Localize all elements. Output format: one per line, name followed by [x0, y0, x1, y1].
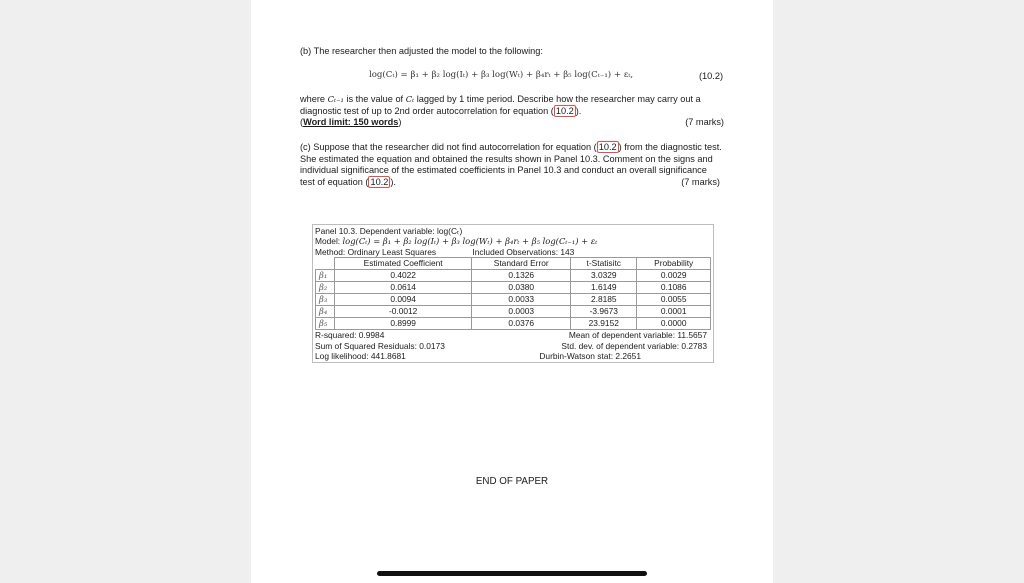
part-c-text-2: from the diagnostic test. She estimated the equation and obtained the results shown in Panel 10.3. Comment on the signs and individual significance of the estimated coefficients in Panel 10.3 and conduct an overall significance test of equation	[300, 142, 722, 187]
std-error-cell: 0.0376	[472, 318, 571, 330]
word-limit: Word limit: 150 words	[303, 117, 399, 128]
stats-row-2	[315, 341, 711, 351]
equation-number: (10.2)	[699, 71, 724, 81]
coefficient-cell: 0.0614	[335, 282, 472, 294]
t-stat-cell: 2.8185	[571, 294, 637, 306]
observations: Included Observations: 143	[472, 246, 575, 257]
probability-cell: 0.0000	[637, 318, 711, 330]
coefficient-cell: 0.4022	[335, 270, 472, 282]
equation-ref-link[interactable]: 10.2	[598, 142, 617, 152]
column-header: t-Statisitc	[571, 258, 637, 270]
table-corner	[316, 258, 335, 270]
equation-10-2: log(Cₜ) = β₁ + β₂ log(Iₜ) + β₃ log(Wₜ) + β₄rₜ + β₅ log(Cₜ₋₁) + εₜ,	[369, 70, 634, 80]
coefficient-cell: 0.0094	[335, 294, 472, 306]
t-stat-cell: -3.9673	[571, 306, 637, 318]
part-c-text-1: (c) Suppose that the researcher did not find autocorrelation for equation	[300, 142, 592, 152]
beta-label: β₃	[316, 294, 335, 306]
home-indicator[interactable]	[377, 571, 647, 576]
part-b-marks: (7 marks)	[685, 117, 724, 128]
equation-ref-link[interactable]: 10.2	[555, 105, 574, 116]
column-header: Standard Error	[472, 258, 571, 270]
table-row	[316, 270, 711, 282]
probability-cell: 0.0001	[637, 306, 711, 318]
where-word: where	[300, 94, 326, 104]
t-stat-cell: 23.9152	[571, 318, 637, 330]
document-page	[251, 0, 773, 583]
lag-symbol: Cₜ₋₁	[327, 94, 344, 104]
stats-row-3	[315, 351, 711, 361]
r-squared: R-squared: 0.9984	[315, 330, 385, 341]
std-error-cell: 0.0033	[472, 294, 571, 306]
std-error-cell: 0.1326	[472, 270, 571, 282]
part-b-question: where Cₜ₋₁ is the value of Cₜ lagged by 1 time period. Describe how the researcher may carry out a diagnostic test of up to 2nd order autocorrelation for equation ( 10.2 ). (Word limit: 150 words) (7 marks)	[300, 94, 724, 128]
part-b-intro: (b) The researcher then adjusted the model to the following:	[300, 46, 543, 56]
model-equation: log(Cₜ) = β₁ + β₂ log(Iₜ) + β₃ log(Wₜ) + β₄rₜ + β₅ log(Cₜ₋₁) + εₜ	[342, 236, 598, 247]
method: Method: Ordinary Least Squares	[315, 246, 437, 257]
beta-label: β₁	[316, 270, 335, 282]
c-symbol: Cₜ	[405, 94, 415, 104]
log-likelihood: Log likelihood: 441.8681	[315, 350, 406, 361]
column-header: Probability	[637, 258, 711, 270]
beta-label: β₄	[316, 306, 335, 318]
beta-label: β₂	[316, 282, 335, 294]
table-row	[316, 306, 711, 318]
equation-ref-link[interactable]: 10.2	[370, 176, 389, 187]
panel-method-row	[315, 247, 711, 257]
std-error-cell: 0.0003	[472, 306, 571, 318]
std-error-cell: 0.0380	[472, 282, 571, 294]
end-of-paper: END OF PAPER	[475, 476, 549, 487]
stats-row-1	[315, 330, 711, 340]
t-stat-cell: 1.6149	[571, 282, 637, 294]
table-row	[316, 318, 711, 330]
beta-label: β₅	[316, 318, 335, 330]
column-header: Estimated Coefficient	[335, 258, 472, 270]
results-panel	[312, 224, 714, 363]
part-c-marks: (7 marks)	[681, 176, 720, 187]
part-b-text-2: lagged by 1 time period. Describe how the researcher may carry out a diagnostic test of up to 2nd order autocorrelation for equation	[300, 94, 701, 116]
sum-squared-residuals: Sum of Squared Residuals: 0.0173	[315, 340, 445, 351]
probability-cell: 0.1086	[637, 282, 711, 294]
part-c-question: (c) Suppose that the researcher did not find autocorrelation for equation ( 10.2 ) from the diagnostic test. She estimated the equation and obtained the results shown in Panel 10.3. Comment on the signs and individual significance of the estimated coefficients in Panel 10.3 and conduct an overall significance test of equation ( 10.2 ). (7 marks)	[300, 142, 722, 187]
table-row	[316, 282, 711, 294]
std-dev-dependent: Std. dev. of dependent variable: 0.2783	[561, 340, 707, 351]
t-stat-cell: 3.0329	[571, 270, 637, 282]
probability-cell: 0.0029	[637, 270, 711, 282]
mean-dependent: Mean of dependent variable: 11.5657	[568, 330, 707, 341]
coefficient-cell: 0.8999	[335, 318, 472, 330]
coefficients-table	[315, 257, 711, 330]
coefficient-cell: -0.0012	[335, 306, 472, 318]
model-label: Model:	[315, 236, 341, 247]
durbin-watson: Durbin-Watson stat: 2.2651	[539, 350, 641, 361]
probability-cell: 0.0055	[637, 294, 711, 306]
part-b-text-1: is the value of	[346, 94, 404, 104]
table-row	[316, 294, 711, 306]
panel-model	[315, 236, 711, 246]
table-header-row	[316, 258, 711, 270]
panel-title: Panel 10.3. Dependent variable: log(Cₜ)	[315, 226, 463, 236]
